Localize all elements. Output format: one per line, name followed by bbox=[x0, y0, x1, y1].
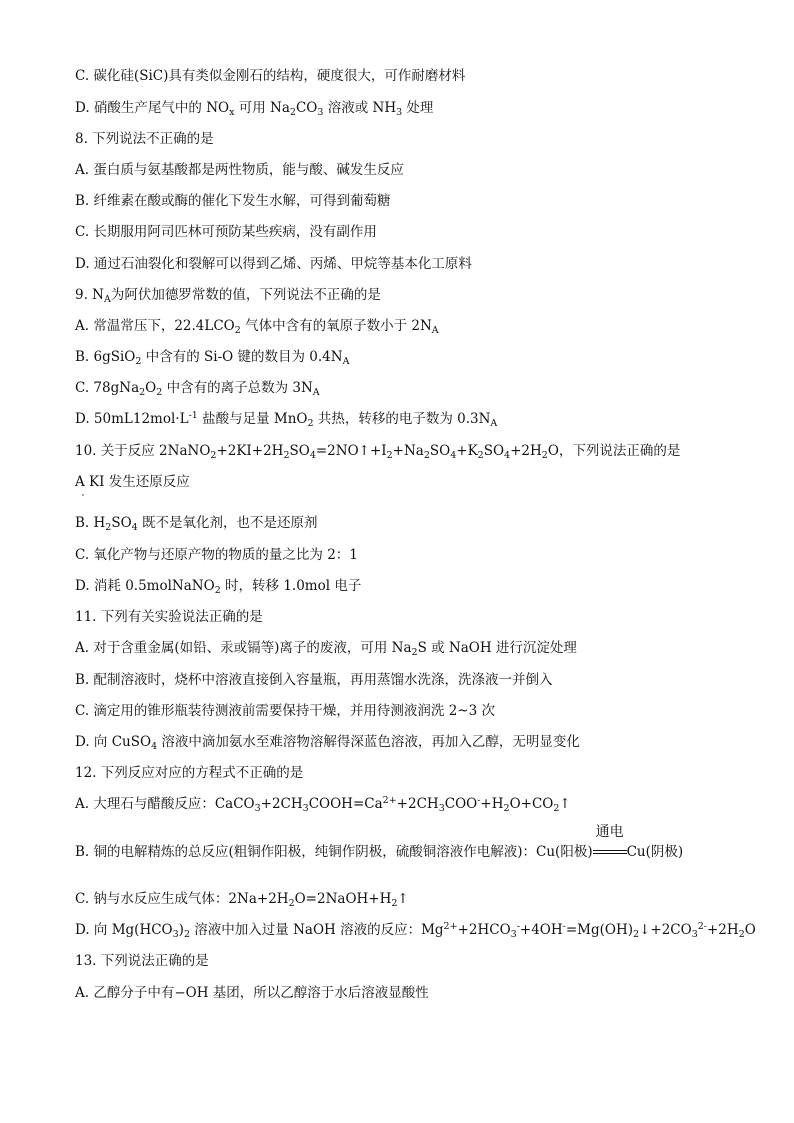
option-9d: D. $50mL12mol\cdot L^{-1}$ 盐酸与足量 MnO$_2$ 共热，转移的电子数为 $0.3N_A$ bbox=[75, 410, 498, 429]
option-12c: C. 钠与水反应生成气体：$2Na+2H_2O=2NaOH+H_2↑$ bbox=[75, 891, 409, 909]
electrolysis-label: 通电 bbox=[595, 824, 624, 840]
option-10d: D. 消耗 0.5molNaNO$_2$ 时，转移 1.0mol 电子 bbox=[75, 578, 362, 596]
option-11d: D. 向 CuSO$_4$ 溶液中滴加氨水至难溶物溶解得深蓝色溶液，再加入乙醇，无明显变化 bbox=[75, 734, 580, 752]
option-12a: A. 大理石与醋酸反应：$CaCO_3+2CH_3COOH=Ca^{2+}+2CH_3COO^-+H_2O+CO_2↑$ bbox=[75, 795, 571, 814]
electrolysis-arrow bbox=[593, 824, 627, 861]
option-9a: A. 常温常压下，$22.4LCO_2$ 气体中含有的氧原子数小于 $2N_A$ bbox=[75, 318, 439, 336]
question-13: 13. 下列说法正确的是 bbox=[75, 953, 209, 969]
question-9: 9. $N_A$为阿伏加德罗常数的值，下列说法不正确的是 bbox=[75, 287, 381, 305]
option-13a: A. 乙醇分子中有−OH 基团，所以乙醇溶于水后溶液显酸性 bbox=[75, 985, 429, 1001]
option-11b: B. 配制溶液时，烧杯中溶液直接倒入容量瓶，再用蒸馏水洗涤，洗涤液一并倒入 bbox=[75, 672, 553, 688]
option-8a: A. 蛋白质与氨基酸都是两性物质，能与酸、碱发生反应 bbox=[75, 162, 404, 178]
question-11: 11. 下列有关实验说法正确的是 bbox=[75, 609, 263, 625]
option-12b: B. 铜的电解精炼的总反应(粗铜作阳极，纯铜作阴极，硫酸铜溶液作电解液)：Cu(阳极) 通电 Cu(阴极) bbox=[75, 824, 684, 860]
arrow-bar-upper bbox=[593, 850, 627, 851]
option-10a: A KI 发生还原反应 bbox=[75, 474, 190, 490]
option-8c: C. 长期服用阿司匹林可预防某些疾病，没有副作用 bbox=[75, 224, 377, 240]
option-8b: B. 纤维素在酸或酶的催化下发生水解，可得到葡萄糖 bbox=[75, 193, 391, 209]
option-9b: B. 6gSiO$_2$ 中含有的 Si-O 键的数目为 $0.4N_A$ bbox=[75, 349, 350, 367]
arrow-bar-lower bbox=[593, 853, 627, 854]
stray-dot bbox=[82, 494, 84, 496]
option-9c: C. $78gNa_2O_2$ 中含有的离子总数为 $3N_A$ bbox=[75, 380, 320, 398]
option-11c: C. 滴定用的锥形瓶装待测液前需要保持干燥，并用待测液润洗 2~3 次 bbox=[75, 703, 496, 719]
question-12: 12. 下列反应对应的方程式不正确的是 bbox=[75, 765, 304, 781]
option-12d: D. 向 $Mg(HCO_3)_2$ 溶液中加入过量 NaOH 溶液的反应：$Mg^{2+}+2HCO_3^-+4OH^-=Mg(OH)_2↓+2CO_3^{2-}+2H_2O$ bbox=[75, 921, 756, 940]
question-8: 8. 下列说法不正确的是 bbox=[75, 131, 214, 147]
option-8d: D. 通过石油裂化和裂解可以得到乙烯、丙烯、甲烷等基本化工原料 bbox=[75, 256, 472, 272]
option-11a: A. 对于含重金属(如铅、汞或镉等)离子的废液，可用 $Na_2S$ 或 NaOH 进行沉淀处理 bbox=[75, 640, 577, 658]
option-7d: D. 硝酸生产尾气中的 $NO_x$ 可用 $Na_2CO_3$ 溶液或 $NH_3$ 处理 bbox=[75, 100, 434, 118]
option-10c: C. 氧化产物与还原产物的物质的量之比为 2：1 bbox=[75, 547, 358, 563]
option-7c: C. 碳化硅(SiC)具有类似金刚石的结构，硬度很大，可作耐磨材料 bbox=[75, 68, 466, 84]
option-10b: B. $H_2SO_4$ 既不是氧化剂，也不是还原剂 bbox=[75, 515, 318, 533]
question-10: 10. 关于反应 $2NaNO_2+2KI+2H_2SO_4=2NO↑+I_2+Na_2SO_4+K_2SO_4+2H_2O$，下列说法正确的是 bbox=[75, 443, 681, 461]
